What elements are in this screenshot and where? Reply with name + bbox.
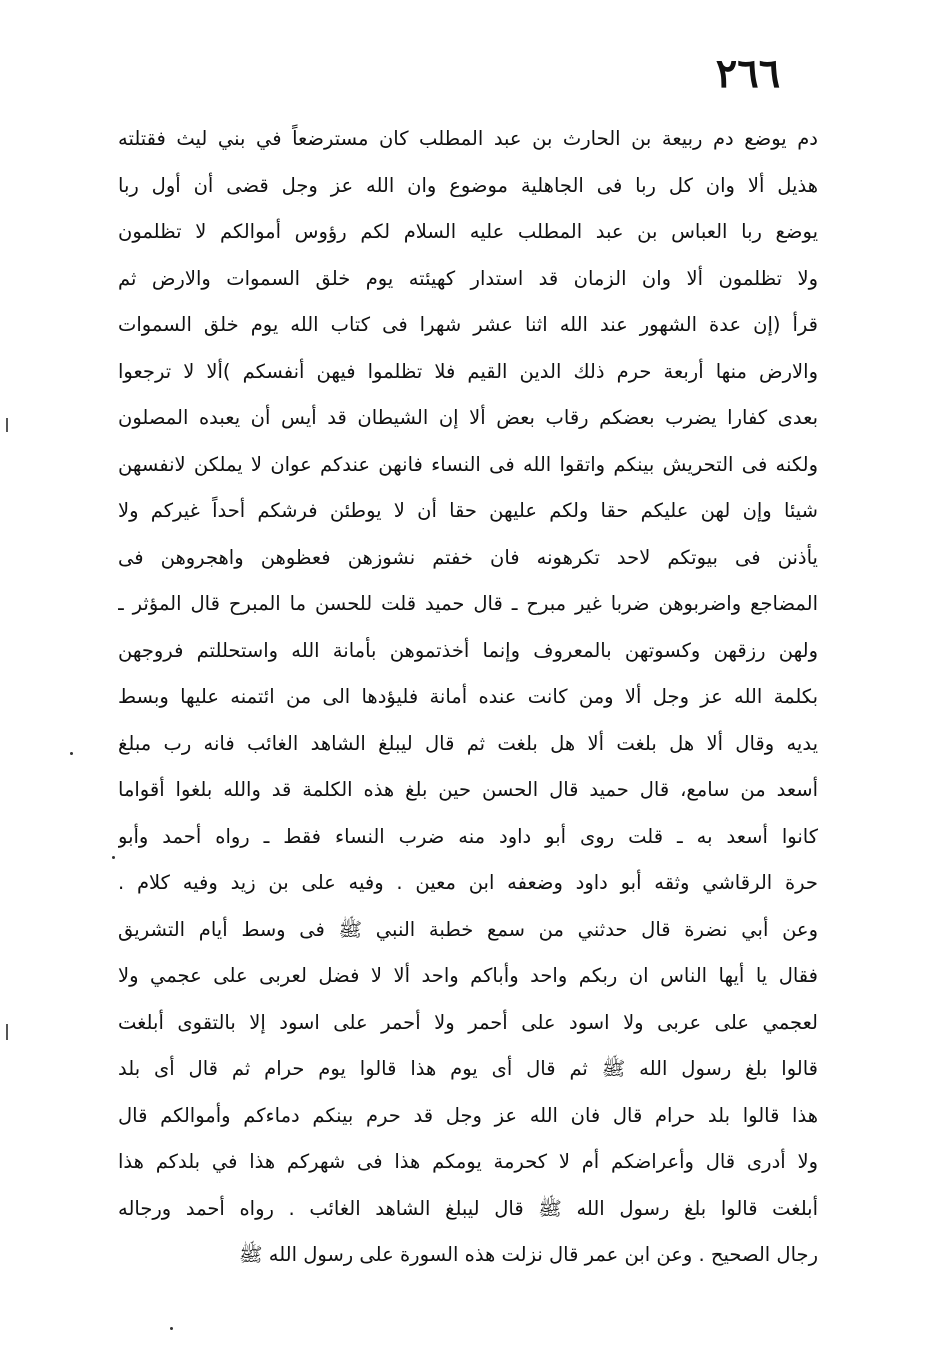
text-line: هذيل ألا وان كل ربا فى الجاهلية موضوع وان الله عز وجل قضى أن أول ربا <box>118 173 818 197</box>
scan-margin-mark <box>6 418 8 432</box>
page-number: ٢٦٦ <box>715 50 781 97</box>
text-line: يأذنن فى بيوتكم لاحد تكرهونه فان خفتم نشوزهن فعظوهن واهجروهن فى <box>118 545 818 569</box>
text-line: وعن أبي نضرة قال حدثني من سمع خطبة النبي ﷺ فى وسط أيام التشريق <box>118 917 818 941</box>
text-line: كانوا أسعد به ـ قلت روى أبو داود منه ضرب النساء فقط ـ رواه أحمد وأبو <box>118 824 818 848</box>
text-line: يوضع ربا العباس بن عبد المطلب عليه السلام لكم رؤوس أموالكم لا تظلمون <box>118 220 818 243</box>
text-line: ولكنه فى التحريش بينكم واتقوا الله فى النساء فانهن عندكم عوان لا يملكن لانفسهن <box>118 452 818 476</box>
text-line: والارض منها أربعة حرم ذلك الدين القيم فلا تظلموا فيهن أنفسكم )ألا لا ترجعوا <box>118 359 818 383</box>
text-line: رجال الصحيح . وعن ابن عمر قال نزلت هذه السورة على رسول الله ﷺ <box>238 1243 818 1266</box>
text-line: أبلغت قالوا بلغ رسول الله ﷺ قال ليبلغ الشاهد الغائب . رواه أحمد ورجاله <box>118 1196 818 1220</box>
text-line: قرأ (إن عدة الشهور عند الله اثنا عشر شهرا فى كتاب الله يوم خلق السموات <box>118 313 818 336</box>
text-line: فقال يا أيها الناس ان ربكم واحد وأباكم واحد ألا لا فضل لعربى على عجمي ولا <box>118 964 818 987</box>
text-line: بعدى كفارا يضرب بعضكم رقاب بعض ألا إن الشيطان قد أيس أن يعبده المصلون <box>118 406 818 429</box>
text-line: لعجمي على عربى ولا اسود على أحمر ولا أحمر على اسود إلا بالتقوى أبلغت <box>118 1010 818 1034</box>
scan-margin-mark <box>6 1024 8 1040</box>
scan-speck <box>70 752 73 755</box>
arabic-text-body <box>118 116 818 1279</box>
text-line: ولا أدرى قال وأعراضكم أم لا كحرمة يومكم هذا فى شهركم هذا في بلدكم هذا <box>118 1150 818 1173</box>
text-line: ولهن رزقهن وكسوتهن بالمعروف وإنما أخذتموهن بأمانة الله واستحللتم فروجهن <box>118 638 818 662</box>
scan-speck <box>112 856 115 859</box>
text-line: المضاجع واضربوهن ضربا غير مبرح ـ قال حميد قلت للحسن ما المبرح قال المؤثر ـ <box>118 592 818 615</box>
text-line: أسعد من سامع، قال حميد قال الحسن حين بلغ هذه الكلمة قد والله بلغوا أقواما <box>118 778 818 801</box>
text-line: قالوا بلغ رسول الله ﷺ ثم قال أى يوم هذا قالوا يوم حرام ثم قال أى بلد <box>118 1057 818 1080</box>
text-line: دم يوضع دم ربيعة بن الحارث بن عبد المطلب كان مسترضعاً في بني ليث فقتلته <box>118 127 818 150</box>
text-line: حرة الرقاشي وثقه أبو داود وضعفه ابن معين . وفيه على بن زيد وفيه كلام . <box>118 871 818 894</box>
text-line: هذا قالوا بلد حرام قال فان الله عز وجل قد حرم بينكم دماءكم وأموالكم قال <box>118 1103 818 1127</box>
text-line: ولا تظلمون ألا وان الزمان قد استدار كهيئته يوم خلق السموات والارض ثم <box>118 266 818 290</box>
text-line: شيئا وإن لهن عليكم حقا ولكم عليهن حقا أن لا يوطئن فرشكم أحداً غيركم ولا <box>118 499 818 522</box>
text-line: بكلمة الله عز وجل ألا ومن كانت عنده أمانة فليؤدها الى من ائتمنه عليها وبسط <box>118 685 818 708</box>
scan-speck <box>170 1327 173 1330</box>
text-line: يديه وقال ألا هل بلغت ألا هل بلغت ثم قال ليبلغ الشاهد الغائب فانه رب مبلغ <box>118 731 818 755</box>
